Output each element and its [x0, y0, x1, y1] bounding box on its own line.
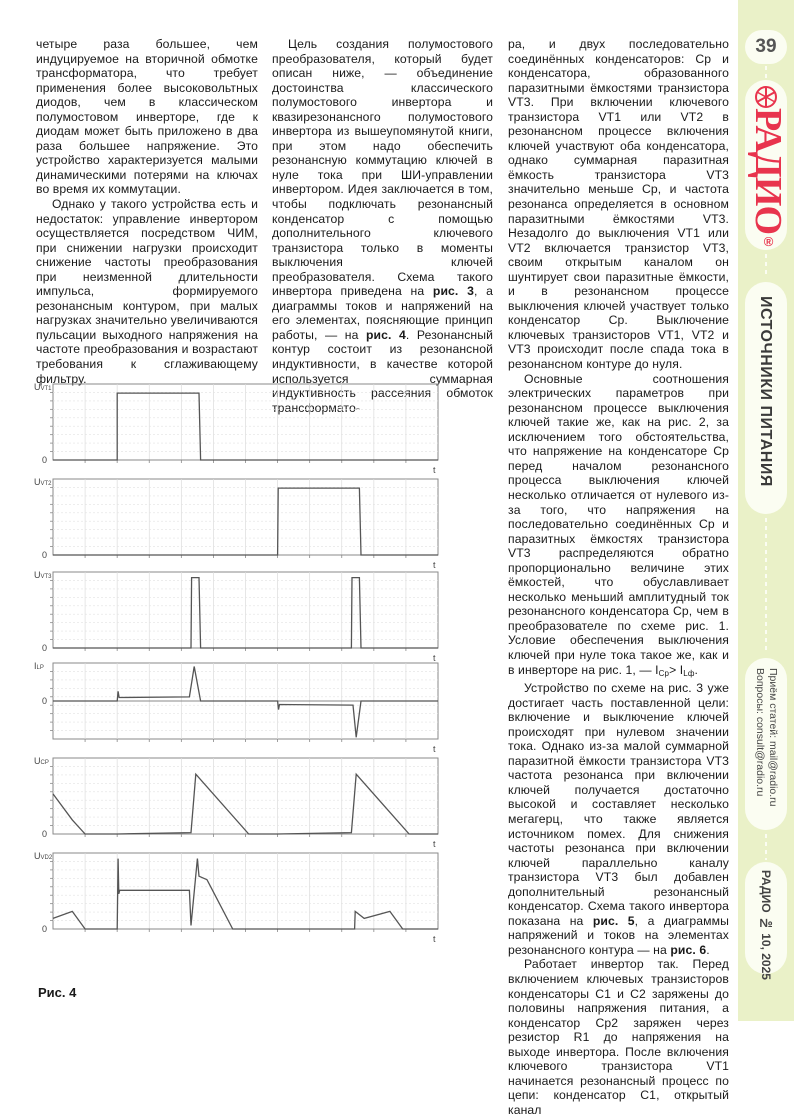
- figure-ref-5: рис. 5: [592, 913, 635, 928]
- y-axis-label: UVT3: [34, 570, 52, 580]
- text-run: Цель создания полумостового преобразователя, который будет описан ниже, — объединение достоинства классического полумостового инвертора и квазирезонансного полумостового инвертора из вышеупомянутой книги, при этом надо обеспечить резонансную коммутацию ключей в нуле тока при ШИ-управлении инвертором. Идея заключается в том, чтобы подключать резонансный конденсатор с помощью дополнительного ключевого транзистора только в моменты выключения ключей преобразователя. Схема такого инвертора приведена на: [272, 37, 493, 299]
- y-axis-label: UVT2: [34, 477, 52, 487]
- timing-diagrams: [30, 378, 490, 978]
- y-axis-label: UVT1: [34, 382, 52, 392]
- panel-UVT1: [34, 382, 438, 475]
- y-axis-label: ILР: [34, 661, 44, 671]
- dotted-separator: [765, 834, 767, 860]
- figure-ref-6: рис. 6: [670, 942, 707, 957]
- logo-word: РАДИО: [747, 108, 789, 235]
- x-axis-label: t: [433, 653, 436, 663]
- page-number: 39: [745, 30, 787, 64]
- text-run: . Резонансный контур состоит из резонансной индуктивности, в качестве которой используется суммарная индуктивность рассеяния обмоток трансформато-: [272, 327, 493, 415]
- x-axis-label: t: [433, 744, 436, 754]
- text-run: Устройство по схеме на рис. 3 уже достигает часть поставленной цели: включение и выключение ключей происходят при нулевом значении тока. Однако из-за малой суммарной паразитной ёмкости транзистора VT3 частота резонанса при включении ключей получается достаточно высокой и составляет несколько мегагерц, что также является источником помех. Для снижения частоты резонанса при включении ключей параллельно каналу транзистора VT3 был добавлен дополнительный резонансный конденсатор. Схема такого инвертора показана на: [508, 681, 729, 928]
- contacts-pill: [745, 658, 787, 830]
- radio-logo-icon: [751, 84, 781, 110]
- zero-label: 0: [42, 696, 48, 706]
- subscript: Lф: [683, 668, 695, 678]
- zero-label: 0: [42, 643, 48, 653]
- text-column-1: [36, 37, 258, 386]
- y-axis-label-sub: VT1: [40, 386, 52, 392]
- y-axis-label-sub: VD2: [40, 855, 53, 861]
- panel-UVT2: [34, 477, 438, 570]
- paragraph: [508, 681, 729, 957]
- paragraph: четыре раза большее, чем индуцируемое на вторичной обмотке трансформатора, что требует применения более высоковольтных диодов, чем в классическом полумостовом инверторе, где к диодам может быть приложено в два раза большее напряжение. Это устройство характеризуется малыми динамическими потерями на ключах во время их коммутации.: [36, 37, 258, 197]
- y-axis-label: UCP: [34, 756, 49, 766]
- panel-UCp: [34, 756, 438, 849]
- figure-ref-3: рис. 3: [432, 284, 474, 299]
- text-run: .: [706, 942, 710, 957]
- zero-label: 0: [42, 550, 48, 560]
- figure-4: [30, 378, 490, 1018]
- text-run: , а диаграммы токов и напряжений на его элементах, поясняющие принцип работы, — на: [272, 284, 494, 342]
- section-pill: [745, 282, 787, 514]
- sidebar-band: [738, 0, 794, 1021]
- figure-ref-4: рис. 4: [366, 327, 406, 342]
- y-axis-label-sub: VT2: [40, 481, 52, 487]
- x-axis-label: t: [433, 465, 436, 475]
- dotted-separator: [765, 66, 767, 78]
- issue-info: РАДИО № 10, 2025: [759, 870, 773, 980]
- zero-label: 0: [42, 924, 48, 934]
- text-run: , а диаграммы напряжений и токов на элементах резонансного контура — на: [508, 913, 729, 957]
- x-axis-label: t: [433, 934, 436, 944]
- zero-label: 0: [42, 829, 48, 839]
- text-run: > I: [669, 662, 684, 677]
- zero-label: 0: [42, 455, 48, 465]
- x-axis-label: t: [433, 560, 436, 570]
- y-axis-label-sub: VT3: [40, 574, 52, 580]
- contact-articles: Приём статей: mail@radio.ru: [767, 668, 779, 807]
- y-axis-label: UVD2: [34, 851, 53, 861]
- paragraph: Однако у такого устройства есть и недостаток: управление инвертором осуществляется посредством ЧИМ, при снижении нагрузки происходит снижение частоты преобразования при неизменной длительности импульса, формируемого резонансным контуром, при малых нагрузках значительно увеличиваются пульсации выходного напряжения на частоте преобразования и возрастают требования к сглаживающему фильтру.: [36, 197, 258, 386]
- subscript: Ср: [658, 668, 670, 678]
- text-column-3: [508, 37, 729, 1117]
- paragraph: [508, 372, 729, 681]
- radio-logo-text: [746, 108, 790, 248]
- contacts: [753, 668, 779, 807]
- panel-ILp: [34, 661, 438, 754]
- text-column-2: [272, 37, 493, 415]
- logo-pill: [745, 80, 787, 250]
- paragraph: Работает инвертор так. Перед включением ключевых транзисторов конденсаторы С1 и С2 заряжены до половины напряжения питания, а конденсатор Ср2 заряжен через резистор R1 до напряжения на выходе инвертора. После включения ключевого транзистора VT1 начинается резонансный процесс по цепи: конденсатор С1, открытый канал: [508, 957, 729, 1117]
- text-run: Основные соотношения электрических параметров при резонансном процессе выключения ключей такие же, как на рис. 2, за исключением того обстоятельства, что напряжение на конденсаторе Ср перед началом резонансного процесса выключения ключей несколько отличается от нулевого из-за того, что напряжения на последовательно соединённых Ср и паразитных ёмкостях транзистора VT3 распределяются обратно пропорционально величине этих ёмкостей, что обуславливает несколько меньший амплитудный ток резонансного конденсатора Ср, чем в преобразователе по схеме рис. 1. Условие обеспечения выключения ключей при нуле тока такое же, как и в инверторе на рис. 1, — I: [508, 371, 729, 677]
- figure-caption: Рис. 4: [38, 985, 77, 1000]
- contact-questions: Вопросы: consult@radio.ru: [754, 668, 766, 797]
- dotted-separator: [765, 254, 767, 278]
- text-run: .: [694, 662, 699, 677]
- panel-UVD2: [34, 851, 438, 944]
- paragraph: ра, и двух последовательно соединённых конденсаторов: Ср и конденсатора, образованного паразитными ёмкостями транзистора VT3. При включении ключевого транзистора VT1 или VT2 в резонансном процессе включения ключей участвуют оба конденсатора, однако суммарная паразитная ёмкость транзистора VT3 значительно меньше Ср, и частота резонанса определяется в основном паразитными ёмкостями VT3. Незадолго до выключения VT1 или VT2 включается транзистор VT3, своим открытым каналом он шунтирует свои паразитные ёмкости, и в резонансном процессе выключения ключей участвует только конденсатор Ср. Выключение ключевых транзисторов VT1, VT2 и VT3 происходит после спада тока в резонансном контуре до нуля.: [508, 37, 729, 372]
- issue-pill: [745, 862, 787, 980]
- section-title: ИСТОЧНИКИ ПИТАНИЯ: [757, 296, 774, 487]
- dotted-separator: [765, 518, 767, 654]
- y-axis-label-sub: CP: [40, 760, 49, 766]
- panel-UVT3: [34, 570, 438, 663]
- registered-mark: ®: [761, 234, 776, 249]
- x-axis-label: t: [433, 839, 436, 849]
- paragraph: [272, 37, 493, 415]
- y-axis-label-sub: LР: [36, 665, 44, 671]
